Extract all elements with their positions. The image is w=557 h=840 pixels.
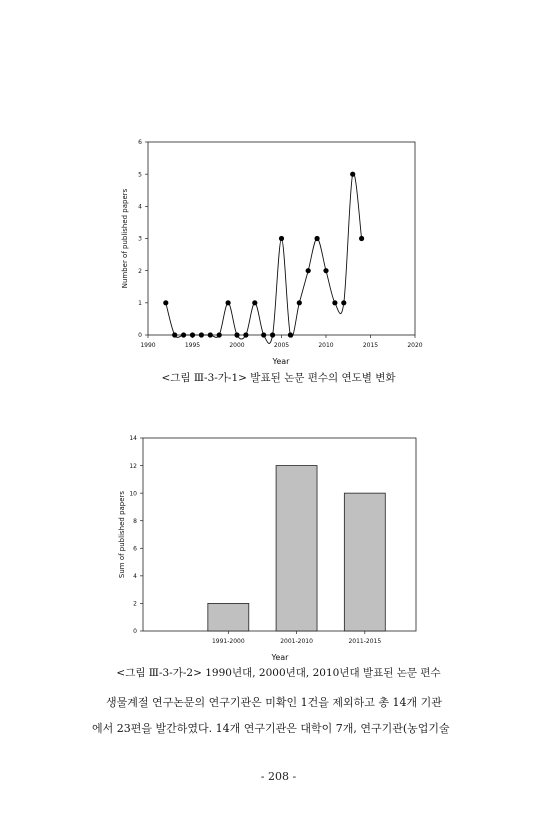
line-chart [0, 130, 557, 380]
y-tick-label: 2 [133, 600, 137, 608]
x-axis-label: Year [272, 357, 290, 366]
x-tick-label: 2020 [407, 342, 423, 349]
body-line-2: 에서 23편을 발간하였다. 14개 연구기관은 대학이 7개, 연구기관(농업기술 [92, 722, 450, 735]
figure-caption-2: <그림 Ⅲ-3-가-2> 1990년대, 2000년대, 2010년대 발표된 논문 편수 [116, 667, 441, 679]
y-axis-label: Sum of published papers [118, 490, 126, 579]
data-point [341, 300, 346, 305]
data-point [190, 332, 195, 337]
data-point [243, 332, 248, 337]
data-point [297, 300, 302, 305]
data-point [163, 300, 168, 305]
bar [344, 493, 385, 631]
x-tick-label: 1990 [140, 342, 156, 349]
data-point [323, 268, 328, 273]
data-point [270, 332, 275, 337]
y-tick-label: 12 [129, 462, 137, 470]
data-point [279, 236, 284, 241]
data-point [306, 268, 311, 273]
x-tick-label: 1995 [184, 342, 201, 349]
data-point [199, 332, 204, 337]
y-tick-label: 1 [138, 300, 142, 308]
y-tick-label: 4 [133, 573, 137, 581]
data-point [261, 332, 266, 337]
y-axis-label: Number of published papers [121, 188, 129, 289]
data-point [226, 300, 231, 305]
page-number: - 208 - [260, 770, 297, 783]
series-line [166, 173, 362, 344]
bar [208, 603, 249, 631]
figure-caption-1: <그림 Ⅲ-3-가-1> 발표된 논문 편수의 연도별 변화 [161, 372, 396, 384]
data-point [217, 332, 222, 337]
y-tick-label: 10 [129, 490, 137, 498]
y-tick-label: 2 [138, 267, 142, 275]
data-point [234, 332, 239, 337]
y-tick-label: 0 [133, 628, 137, 636]
y-tick-label: 3 [138, 235, 142, 243]
y-tick-label: 6 [133, 545, 137, 553]
data-point [172, 332, 177, 337]
data-point [350, 172, 355, 177]
y-tick-label: 0 [138, 332, 142, 340]
x-tick-label: 2010 [318, 342, 334, 349]
data-point [208, 332, 213, 337]
x-axis-label: Year [271, 653, 289, 662]
data-point [315, 236, 320, 241]
data-point [332, 300, 337, 305]
data-point [252, 300, 257, 305]
y-tick-label: 5 [138, 171, 142, 179]
bar [276, 466, 317, 631]
x-tick-label: 2011-2015 [348, 638, 382, 645]
bar-chart [0, 428, 557, 668]
data-point [181, 332, 186, 337]
y-tick-label: 6 [138, 139, 142, 147]
y-tick-label: 14 [129, 435, 137, 443]
y-tick-label: 4 [138, 203, 142, 211]
y-tick-label: 8 [133, 517, 137, 525]
body-line-1: 생물계절 연구논문의 연구기관은 미확인 1건을 제외하고 총 14개 기관 [106, 696, 442, 709]
x-tick-label: 2000 [229, 342, 245, 349]
x-tick-label: 2015 [362, 342, 379, 349]
x-tick-label: 2001-2010 [280, 638, 313, 645]
data-point [288, 332, 293, 337]
body-paragraph [92, 690, 472, 742]
x-tick-label: 1991-2000 [211, 638, 245, 645]
x-tick-label: 2005 [273, 342, 290, 349]
data-point [359, 236, 364, 241]
